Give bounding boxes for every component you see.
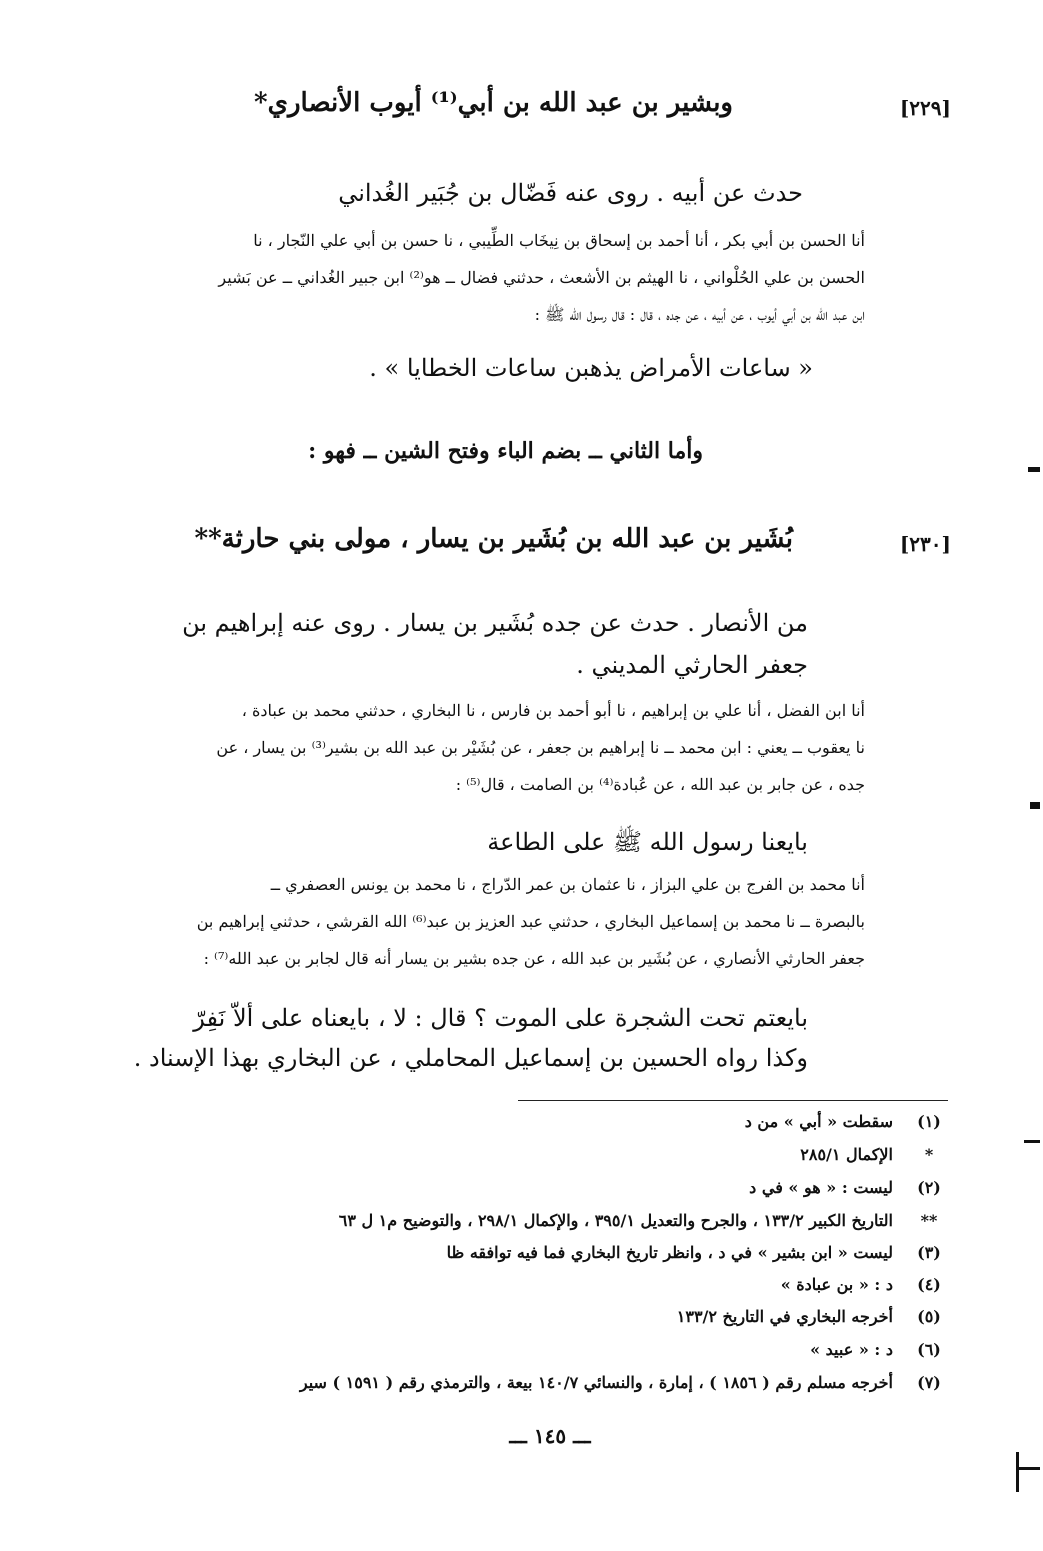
entry-number-229: [٢٢٩] [899, 96, 951, 120]
hadith-230-b [128, 998, 808, 1078]
footnote-mark: (٥) [917, 1307, 941, 1326]
footnote [189, 1340, 949, 1373]
footnote-text: الإكمال ٢٨٥/١ [800, 1145, 893, 1164]
scan-edge-mark [1016, 1452, 1019, 1492]
isnad-block-230-a [175, 692, 865, 803]
footnote-mark: (٦) [917, 1340, 941, 1359]
hadith-line: بايعتم تحت الشجرة على الموت ؟ قال : لا ، بايعناه على ألاّ نَفِرّ [193, 1004, 808, 1032]
footnote-text: ليست : « هو » في د [749, 1178, 893, 1197]
isnad-line: أنا ابن الفضل ، أنا علي بن إبراهيم ، نا أبو أحمد بن فارس ، نا البخاري ، حدثني محمد بن عبادة ، [241, 701, 865, 720]
isnad-line: الحسن بن علي الحُلْواني ، نا الهيثم بن الأشعث ، حدثني فضال ــ هو⁽²⁾ ابن جبير الغُداني ــ عن بَشير [218, 268, 865, 287]
entry-intro-230 [128, 602, 808, 686]
footnote [189, 1145, 949, 1178]
isnad-line: جده ، عن جابر بن عبد الله ، عن عُبادة⁽⁴⁾ بن الصامت ، قال⁽⁵⁾ : [455, 775, 865, 794]
isnad-line: أنا محمد بن الفرج بن علي البزاز ، نا عثمان بن عمر الدّراج ، نا محمد بن يونس العصفري ــ [270, 875, 865, 894]
entry-title-230: بُشَير بن عبد الله بن بُشَير بن يسار ، مولى بني حارثة** [194, 524, 793, 554]
footnote-text: التاريخ الكبير ١٣٣/٢ ، والجرح والتعديل ٣٩٥/١ ، والإكمال ٢٩٨/١ ، والتوضيح م١ ل ٦٣ [338, 1211, 893, 1230]
footnote-text: أخرجه البخاري في التاريخ ١٣٣/٢ [676, 1307, 893, 1326]
footnote [189, 1178, 949, 1211]
scan-edge-mark [1016, 1467, 1040, 1470]
intro-line: جعفر الحارثي المديني . [576, 651, 808, 679]
footnote [189, 1275, 949, 1308]
footnote-separator [518, 1100, 948, 1101]
isnad-line: أنا الحسن بن أبي بكر ، أنا أحمد بن إسحاق بن نِيخَاب الطِّيبي ، نا حسن بن أبي علي النّجار ، نا [253, 231, 865, 250]
footnote [189, 1211, 949, 1244]
hadith-229: « ساعات الأمراض يذهبن ساعات الخطايا » . [369, 354, 813, 382]
footnote [189, 1373, 949, 1406]
footnote-text: د : « عبيد » [810, 1340, 893, 1359]
entry-number-230: [٢٣٠] [899, 532, 951, 556]
scan-edge-mark [1024, 1140, 1040, 1143]
footnote-mark: (٣) [917, 1243, 941, 1262]
scan-edge-mark [1028, 467, 1040, 472]
isnad-block-230-b [175, 866, 865, 977]
intro-line: من الأنصار . حدث عن جده بُشَير بن يسار . روى عنه إبراهيم بن [182, 609, 808, 637]
footnote-mark: ** [920, 1211, 938, 1230]
isnad-line: نا يعقوب ــ يعني : ابن محمد ــ نا إبراهيم بن جعفر ، عن بُشَيْر بن عبد الله بن بشير⁽³⁾ بن يسار ، عن [216, 738, 865, 757]
footnote-text: ليست « ابن بشير » في د ، وانظر تاريخ البخاري فما فيه توافقه ظا [446, 1243, 893, 1262]
isnad-line: ابن عبد الله بن أبي أيوب ، عن أبيه ، عن جده ، قال : قال رسول الله ﷺ : [534, 305, 865, 324]
entry-title-229: وبشير بن عبد الله بن أبي⁽¹⁾ أيوب الأنصاري* [254, 88, 733, 118]
footnote-mark: (٧) [917, 1373, 941, 1392]
footnote-mark: (٤) [917, 1275, 941, 1294]
footnote-text: سقطت « أبي » من د [744, 1112, 893, 1131]
isnad-block-229 [175, 222, 865, 333]
footnote [189, 1112, 949, 1145]
isnad-line: بالبصرة ــ نا محمد بن إسماعيل البخاري ، حدثني عبد العزيز بن عبد⁽⁶⁾ الله القرشي ، حدثني إبراهيم بن [196, 912, 865, 931]
footnote [189, 1307, 949, 1340]
footnote-mark: (٢) [917, 1178, 941, 1197]
closing-line: وكذا رواه الحسين بن إسماعيل المحاملي ، عن البخاري بهذا الإسناد . [133, 1044, 808, 1072]
hadith-230-a: بايعنا رسول الله ﷺ على الطاعة [487, 828, 808, 856]
footnote-mark: (١) [917, 1112, 941, 1131]
footnote-text: أخرجه مسلم رقم ( ١٨٥٦ ) ، إمارة ، والنسائي ١٤٠/٧ بيعة ، والترمذي رقم ( ١٥٩١ ) سير [299, 1373, 893, 1392]
footnote-text: د : « بن عبادة » [780, 1275, 893, 1294]
scan-edge-mark [1030, 802, 1040, 809]
footnote [189, 1243, 949, 1276]
isnad-line: جعفر الحارثي الأنصاري ، عن بُشَير بن عبد الله ، عن جده بشير بن يسار أنه قال لجابر بن عبد الله⁽⁷⁾ : [203, 949, 865, 968]
section-note: وأما الثاني ــ بضم الباء وفتح الشين ــ فهو : [308, 438, 703, 464]
entry-intro-229: حدث عن أبيه . روى عنه فَضّال بن جُبَير الغُداني [338, 179, 803, 207]
page-number: ـــ ١٤٥ ـــ [509, 1424, 591, 1448]
footnote-mark: * [924, 1145, 934, 1164]
